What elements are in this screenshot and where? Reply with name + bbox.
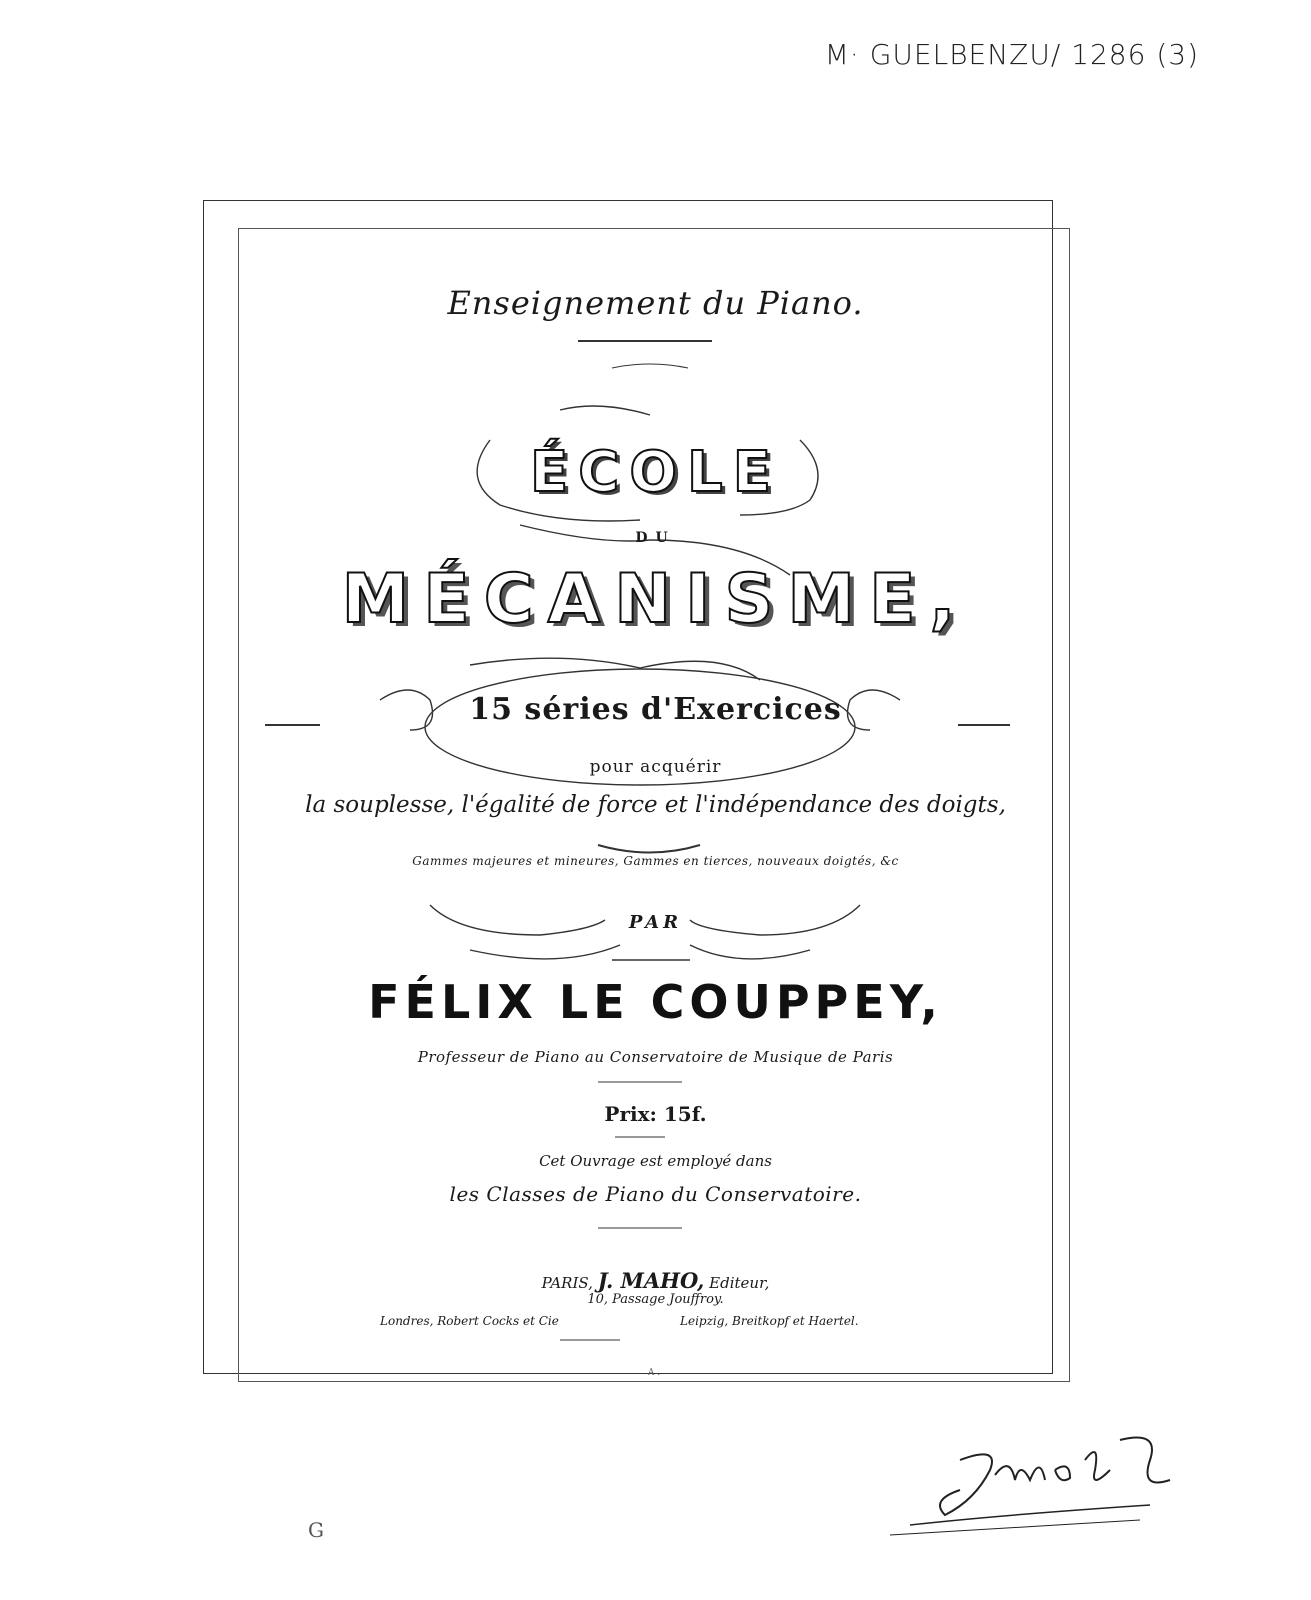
author-name: FÉLIX LE COUPPEY, (368, 975, 943, 1029)
author-title: Professeur de Piano au Conservatoire de Musique de Paris (417, 1048, 894, 1066)
page-letter: G (308, 1518, 324, 1542)
series-title: Enseignement du Piano. (447, 284, 864, 322)
leipzig-agent: Leipzig, Breitkopf et Haertel. (680, 1314, 859, 1328)
subtitle-exercises: 15 séries d'Exercices (469, 692, 842, 727)
publisher-city: PARIS, (541, 1274, 593, 1292)
by-label: PAR (628, 912, 683, 933)
publisher-role: Editeur, (709, 1274, 770, 1292)
title-mecanisme: MÉCANISME, (341, 560, 970, 639)
title-du: DU (635, 530, 676, 546)
adoption-note-line2: les Classes de Piano du Conservatoire. (449, 1182, 862, 1206)
title-ecole: ÉCOLE (530, 440, 781, 505)
adoption-note-line1: Cet Ouvrage est employé dans (539, 1152, 772, 1170)
plate-mark: A. (647, 1368, 664, 1378)
contents-description: Gammes majeures et mineures, Gammes en tierces, nouveaux doigtés, &c (412, 854, 899, 868)
shelfmark: M· GUELBENZU/ 1286 (3) (824, 38, 1199, 71)
publisher-line (0, 1268, 1311, 1293)
publisher-name: J. MAHO, (597, 1268, 705, 1293)
london-agent: Londres, Robert Cocks et Cie (380, 1314, 559, 1328)
price: Prix: 15f. (604, 1102, 707, 1126)
publisher-address: 10, Passage Jouffroy. (587, 1292, 724, 1307)
purpose-text: la souplesse, l'égalité de force et l'indépendance des doigts, (305, 792, 1006, 818)
purpose-intro: pour acquérir (589, 757, 722, 777)
